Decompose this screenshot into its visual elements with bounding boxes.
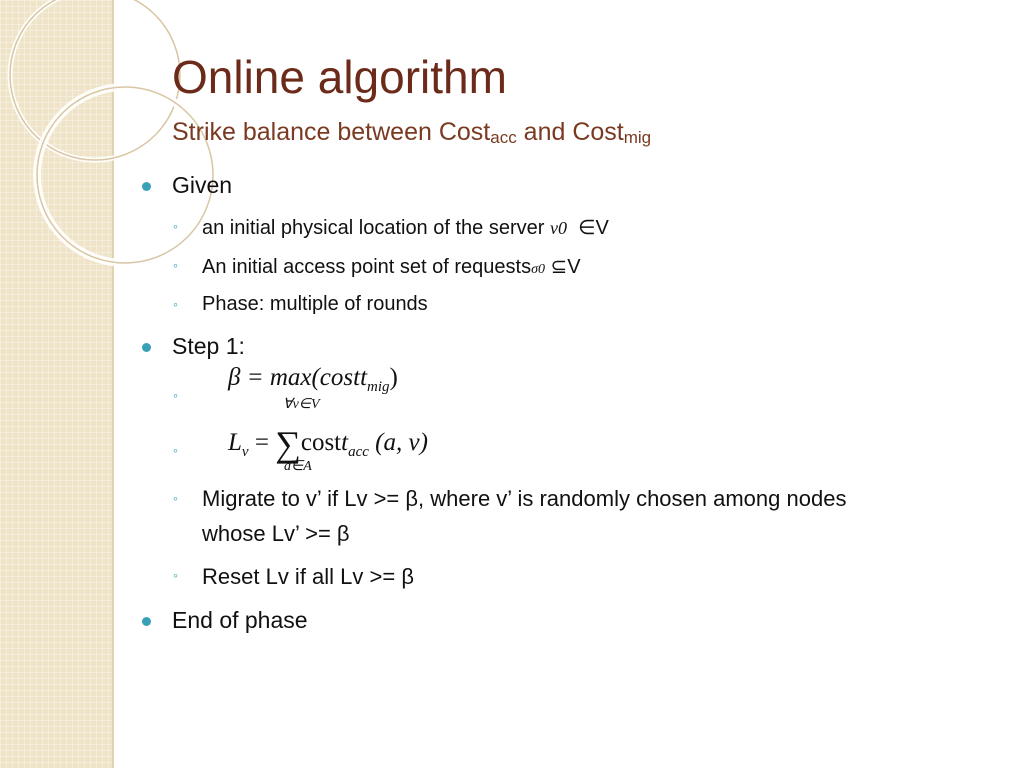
formula-lv-lhs: L xyxy=(228,429,242,456)
given-item-1 xyxy=(202,215,609,240)
formula-beta xyxy=(228,364,398,396)
given-item-3: Phase: multiple of rounds xyxy=(202,293,428,315)
formula-lv-eq: = xyxy=(248,429,276,456)
formula-lv-body: cost xyxy=(300,429,342,456)
formula-beta-sub: mig xyxy=(367,379,390,395)
bullet-dot xyxy=(142,617,151,626)
sub-bullet-ring: ◦ xyxy=(173,218,178,234)
page-subtitle xyxy=(172,118,651,148)
given-item-2-tail: ⊆V xyxy=(550,256,581,278)
formula-lv-under: a∈A xyxy=(284,459,312,474)
formula-beta-under: ∀v∈V xyxy=(283,397,320,412)
bullet-given: Given xyxy=(172,172,233,198)
sub-bullet-ring: ◦ xyxy=(173,296,178,312)
formula-lv-sub: acc xyxy=(348,444,369,460)
formula-beta-var: t xyxy=(360,364,368,391)
step1-item-2: Reset Lv if all Lv >= β xyxy=(202,564,414,589)
sub-bullet-ring: ◦ xyxy=(173,387,178,403)
subtitle-mid: and Cost xyxy=(516,118,624,146)
formula-lv xyxy=(228,423,428,465)
bullet-dot xyxy=(142,343,151,352)
sub-bullet-ring: ◦ xyxy=(173,442,178,458)
formula-lv-var: t xyxy=(341,429,349,456)
formula-beta-lhs: β = max(cost xyxy=(228,364,361,391)
given-item-2 xyxy=(202,254,581,279)
sub-bullet-ring: ◦ xyxy=(173,257,178,273)
bullet-step1: Step 1: xyxy=(172,333,245,359)
given-item-1-text: an initial physical location of the server xyxy=(202,217,550,239)
bullet-dot xyxy=(142,182,151,191)
sub-bullet-ring: ◦ xyxy=(173,490,178,506)
page-title: Online algorithm xyxy=(172,51,507,103)
bullet-end: End of phase xyxy=(172,607,308,633)
formula-lv-args: (a, v) xyxy=(375,429,428,456)
given-item-1-tail: ∈V xyxy=(578,217,609,239)
step1-item-1-cont: whose Lv’ >= β xyxy=(202,521,350,546)
given-item-2-math: σ0 xyxy=(531,262,545,277)
formula-lv-sum: ∑ xyxy=(275,424,301,464)
given-item-1-math: v0 xyxy=(549,218,567,238)
given-item-2-text: An initial access point set of requests xyxy=(202,256,532,278)
formula-beta-close: ) xyxy=(389,364,398,391)
step1-item-1: Migrate to v’ if Lv >= β, where v’ is randomly chosen among nodes xyxy=(202,486,847,511)
formula-lv-lhs-sub: v xyxy=(241,444,249,460)
subtitle-sub-acc: acc xyxy=(490,128,517,147)
subtitle-sub-mig: mig xyxy=(623,128,652,147)
subtitle-prefix: Strike balance between Cost xyxy=(172,118,491,146)
sub-bullet-ring: ◦ xyxy=(173,567,178,583)
